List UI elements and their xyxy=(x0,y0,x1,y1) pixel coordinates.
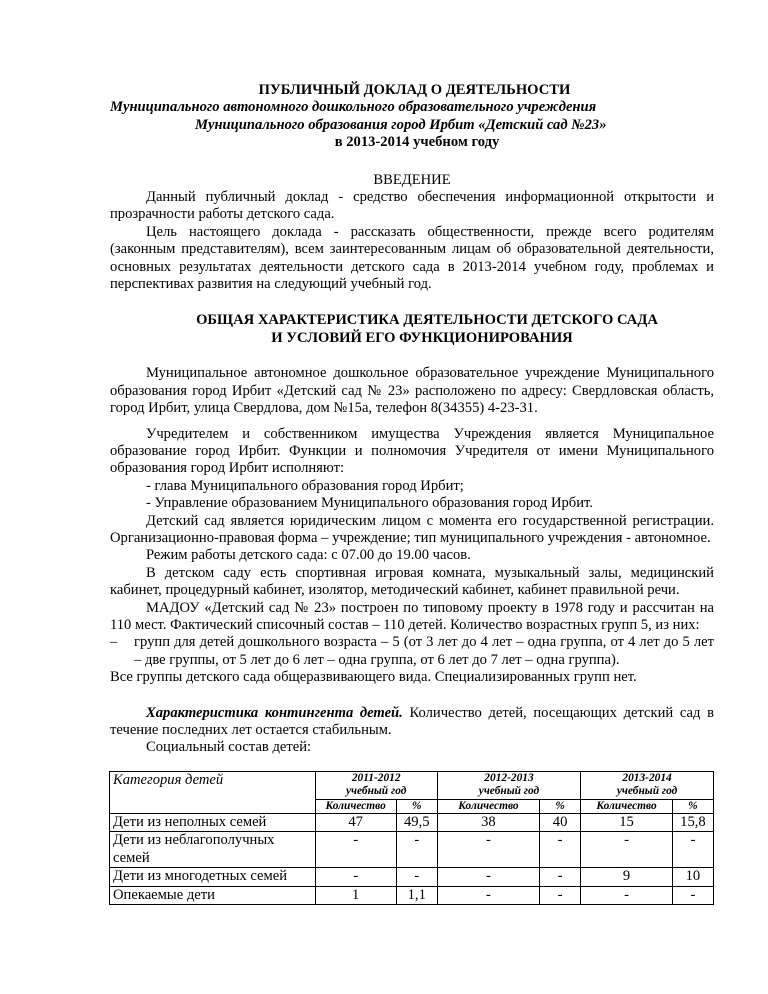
contingent-paragraph xyxy=(110,705,714,740)
table-header-row xyxy=(110,771,714,799)
cell-value: - xyxy=(315,868,396,886)
count-header-cell: Количество xyxy=(581,799,673,813)
cell-value: 49,5 xyxy=(396,814,437,832)
intro-paragraph-2: Цель настоящего доклада - рассказать общественности, прежде всего родителям (законным представителям), всем заинтересованным лицам об образовательной деятельности, основных результатах деятельности детского сада в 2013-2014 учебном году, проблемах и перспективах развития на следующий учебный год. xyxy=(110,223,714,293)
cell-value: - xyxy=(437,886,539,904)
cell-value: 38 xyxy=(437,814,539,832)
cell-value: 40 xyxy=(540,814,581,832)
age-groups-text: групп для детей дошкольного возраста – 5 (от 3 лет до 4 лет – одна группа, от 4 лет до 5 лет – две группы, от 5 лет до 6 лет – одна группа, от 6 лет до 7 лет – одна группа). xyxy=(134,634,714,668)
cell-value: 1,1 xyxy=(396,886,437,904)
table-row xyxy=(110,886,714,904)
cell-value: 9 xyxy=(581,868,673,886)
row-category: Дети из неполных семей xyxy=(110,814,316,832)
institution-line: Муниципального автономного дошкольного образовательного учреждения xyxy=(110,99,597,116)
cell-value: - xyxy=(396,868,437,886)
contingent-lead: Характеристика контингента детей. xyxy=(146,704,403,721)
table-row xyxy=(110,814,714,832)
cell-value: - xyxy=(540,832,581,868)
founder-item-1: - глава Муниципального образования город Ирбит; xyxy=(146,477,464,494)
section-paragraph-legal: Детский сад является юридическим лицом с момента его государственной регистрации. Организационно-правовая форма – учреждение; тип муниципального учреждения - автономное. xyxy=(110,512,714,546)
table-row xyxy=(110,832,714,868)
social-composition-table xyxy=(109,771,714,905)
cell-value: - xyxy=(315,832,396,868)
cell-value: 1 xyxy=(315,886,396,904)
age-groups-item xyxy=(110,634,714,669)
cell-value: - xyxy=(540,886,581,904)
founder-item-2: - Управление образованием Муниципального образования город Ирбит. xyxy=(146,495,593,512)
cell-value: - xyxy=(581,886,673,904)
academic-year-line: в 2013-2014 учебном году xyxy=(334,134,500,151)
cell-value: - xyxy=(437,868,539,886)
cell-value: - xyxy=(672,832,713,868)
section-paragraph-address: Муниципальное автономное дошкольное образовательное учреждение Муниципального образования город Ирбит «Детский сад № 23» расположено по адресу: Свердловская область, город Ирбит, улица Свердлова, дом №15а, телефон 8(34355) 4-23-31. xyxy=(110,365,714,417)
year-header-cell: 2011-2012 учебный год xyxy=(315,771,437,799)
category-header-cell: Категория детей xyxy=(110,771,316,813)
cell-value: 47 xyxy=(315,814,396,832)
intro-heading: ВВЕДЕНИЕ xyxy=(373,171,451,188)
cell-value: 15,8 xyxy=(672,814,713,832)
section-heading-line-1: ОБЩАЯ ХАРАКТЕРИСТИКА ДЕЯТЕЛЬНОСТИ ДЕТСКОГО САДА xyxy=(196,312,658,329)
row-category: Опекаемые дети xyxy=(110,886,316,904)
count-header-cell: Количество xyxy=(437,799,539,813)
municipality-line: Муниципального образования город Ирбит «Детский сад №23» xyxy=(195,116,607,133)
social-composition-label: Социальный состав детей: xyxy=(146,739,312,756)
row-category: Дети из многодетных семей xyxy=(110,868,316,886)
section-paragraph-founder: Учредителем и собственником имущества Учреждения является Муниципальное образование город Ирбит. Функции и полномочия Учредителя от имени Муниципального образования город Ирбит исполняют: xyxy=(110,425,714,477)
section-paragraph-groups-type: Все группы детского сада общеразвивающего вида. Специализированных групп нет. xyxy=(110,669,637,686)
report-title: ПУБЛИЧНЫЙ ДОКЛАД О ДЕЯТЕЛЬНОСТИ xyxy=(258,82,571,98)
table-row xyxy=(110,868,714,886)
section-paragraph-rooms: В детском саду есть спортивная игровая комната, музыкальный залы, медицинский кабинет, процедурный кабинет, изолятор, методический кабинет, кабинет правильной речи. xyxy=(110,564,714,599)
count-header-cell: Количество xyxy=(315,799,396,813)
cell-value: - xyxy=(540,868,581,886)
year-header-cell: 2012-2013 учебный год xyxy=(437,771,580,799)
document-page xyxy=(110,82,714,905)
cell-value: - xyxy=(581,832,673,868)
cell-value: - xyxy=(437,832,539,868)
row-category: Дети из неблагополучных семей xyxy=(110,832,316,868)
section-paragraph-hours: Режим работы детского сада: с 07.00 до 19.00 часов. xyxy=(146,547,471,564)
percent-header-cell: % xyxy=(672,799,713,813)
section-paragraph-capacity: МАДОУ «Детский сад № 23» построен по типовому проекту в 1978 году и рассчитан на 110 мест. Фактический списочный состав – 110 детей. Количество возрастных групп 5, из них: xyxy=(110,599,714,633)
section-heading-line-2: И УСЛОВИЙ ЕГО ФУНКЦИОНИРОВАНИЯ xyxy=(271,329,573,346)
cell-value: 15 xyxy=(581,814,673,832)
percent-header-cell: % xyxy=(396,799,437,813)
cell-value: 10 xyxy=(672,868,713,886)
cell-value: - xyxy=(672,886,713,904)
cell-value: - xyxy=(396,832,437,868)
year-header-cell: 2013-2014 учебный год xyxy=(581,771,714,799)
dash-bullet: – xyxy=(110,634,118,651)
contingent-text: Количество детей, посещающих детский сад в течение последних лет остается стабильным. xyxy=(110,704,714,738)
percent-header-cell: % xyxy=(540,799,581,813)
intro-paragraph-1: Данный публичный доклад - средство обеспечения информационной открытости и прозрачности работы детского сада. xyxy=(110,189,714,223)
